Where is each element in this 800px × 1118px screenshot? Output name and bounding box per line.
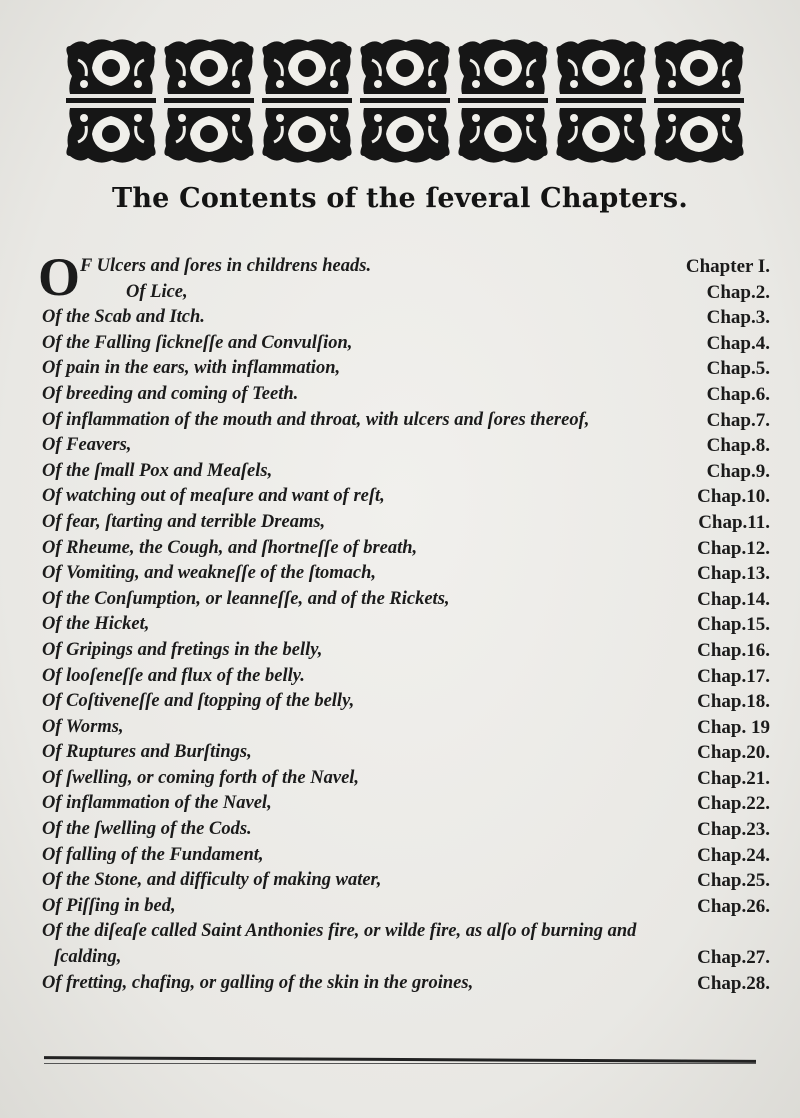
toc-entry-title: Of Feavers, [42,435,132,456]
toc-entry-chapter: Chap.17. [697,665,770,687]
toc-entry-title: Of the Hicket, [42,614,150,635]
footer-rule [44,1056,756,1063]
toc-entry [38,945,770,971]
toc-entry-chapter: Chap.14. [697,588,770,610]
footer-rule-thin [44,1063,756,1064]
toc-entry-chapter: Chap.28. [697,972,770,994]
toc-entry-title: Of inflammation of the mouth and throat, with ulcers and ſores thereof, [42,409,590,430]
toc-entry [38,433,770,459]
toc-entry [38,817,770,843]
toc-entry [38,689,770,715]
toc-entry-chapter: Chap.5. [706,358,770,380]
toc-entry-title: Of Ruptures and Burſtings, [42,742,252,763]
toc-entry [38,894,770,920]
toc-entry [38,919,770,945]
toc-entry-chapter: Chap.3. [706,307,770,329]
toc-entry-chapter: Chap.20. [697,742,770,764]
toc-entry-title: Of the Scab and Itch. [42,307,205,328]
toc-entry [38,971,770,997]
toc-entry-chapter: Chap.24. [697,844,770,866]
toc-entry [38,459,770,485]
toc-entry-chapter: Chap.13. [697,563,770,585]
toc-entry-title: Of ſwelling, or coming forth of the Navel, [42,767,360,788]
toc-entry-title: Of Rheume, the Cough, and ſhortneſſe of breath, [42,537,418,558]
toc-entry-chapter: Chap.16. [697,639,770,661]
toc-entry-title: Of Coſtiveneſſe and ſtopping of the belly, [42,691,355,712]
toc-entry [38,740,770,766]
toc-entry-title: Of Gripings and fretings in the belly, [42,639,323,660]
toc-entry [38,356,770,382]
page-title: The Contents of the ſeveral Chapters. [112,183,688,214]
toc-entry-title: Of fretting, chafing, or galling of the skin in the groines, [42,972,474,993]
toc-entry-title: Of falling of the Fundament, [42,844,264,865]
toc-entry-title: Of the Conſumption, or leanneſſe, and of the Rickets, [42,588,450,609]
toc-entry [38,766,770,792]
toc-entry-chapter: Chap.18. [697,691,770,713]
toc-entry-chapter: Chapter I. [685,256,770,277]
toc-entry-chapter: Chap.21. [697,767,770,789]
table-of-contents [38,247,770,996]
toc-entry-title: Of the diſeaſe called Saint Anthonies fire, or wilde fire, as alſo of burning and [42,921,637,942]
toc-entry-chapter: Chap.9. [706,460,770,482]
toc-entry-title: F Ulcers and ſores in childrens heads. [80,256,372,276]
toc-entry [38,331,770,357]
toc-entry-title: Of watching out of meaſure and want of reſt, [42,486,385,507]
toc-entry-chapter: Chap. 19 [697,716,770,738]
toc-entry-title: Of Lice, [126,281,188,302]
toc-entry-title: Of Piſſing in bed, [42,895,176,916]
toc-entry-chapter: Chap.6. [706,383,770,405]
toc-entry [38,280,770,306]
toc-entry-chapter: Chap.22. [697,793,770,815]
toc-entry [38,612,770,638]
toc-entry-chapter: Chap.26. [697,895,770,917]
toc-entry [38,382,770,408]
toc-entry-chapter: Chap.11. [698,511,770,533]
drop-cap-initial: O [38,247,81,307]
toc-entry-chapter: Chap.10. [697,486,770,508]
toc-entry [38,408,770,434]
toc-entry [38,715,770,741]
toc-entry-chapter: Chap.23. [697,819,770,841]
toc-entry [38,664,770,690]
toc-entry-chapter: Chap.7. [706,409,770,431]
toc-entry [38,536,770,562]
toc-entry-title: Of the Stone, and difficulty of making water, [42,870,382,891]
toc-entry-chapter: Chap.4. [706,332,770,354]
toc-entry [38,561,770,587]
toc-entry-title: Of the ſwelling of the Cods. [42,819,252,840]
toc-entry [38,868,770,894]
toc-entry-title: Of the ſmall Pox and Meaſels, [42,460,273,481]
toc-entry-title: Of fear, ſtarting and terrible Dreams, [42,511,326,532]
toc-entry-chapter: Chap.27. [697,947,770,969]
decorative-headpiece [64,36,748,166]
toc-entry-chapter: Chap.12. [697,537,770,559]
toc-entry-title: Of looſeneſſe and flux of the belly. [42,665,305,686]
toc-entry-title: Of breeding and coming of Teeth. [42,383,299,404]
toc-entry-title: Of pain in the ears, with inflammation, [42,358,341,379]
toc-entry [38,791,770,817]
toc-entry-title: ſcalding, [54,947,122,968]
toc-entry-chapter: Chap.25. [697,870,770,892]
toc-entry [38,638,770,664]
toc-entry-title: Of the Falling ſickneſſe and Convulſion, [42,332,353,353]
toc-entry [38,305,770,331]
toc-entry-chapter: Chap.15. [697,614,770,636]
toc-entry [38,510,770,536]
toc-entry [38,484,770,510]
toc-entry-chapter: Chap.8. [706,435,770,457]
toc-entry-title: Of Vomiting, and weakneſſe of the ſtomach, [42,563,377,584]
toc-entry-title: Of Worms, [42,716,124,737]
toc-entry [38,587,770,613]
toc-entry-title: Of inflammation of the Navel, [42,793,272,814]
toc-entry [38,843,770,869]
toc-entry-chapter: Chap.2. [706,281,770,303]
